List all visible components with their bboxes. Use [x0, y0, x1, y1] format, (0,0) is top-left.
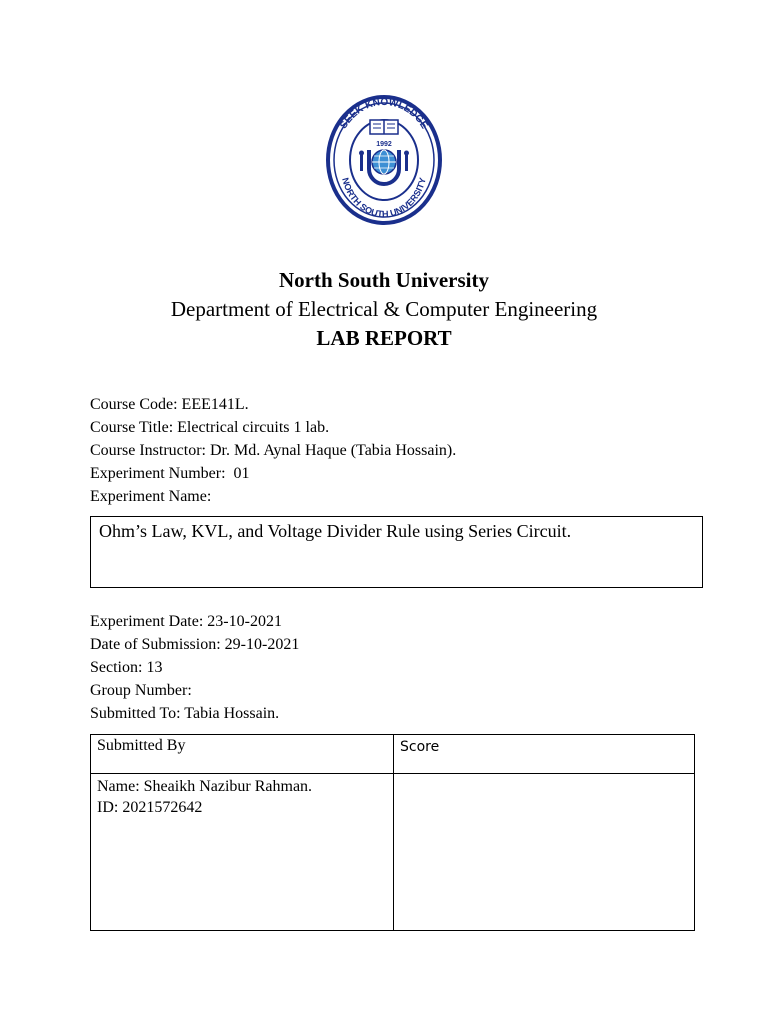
logo-top-text: SEEK KNOWLEDGE	[338, 96, 430, 131]
section: Section: 13	[90, 659, 163, 676]
student-cell	[91, 774, 394, 931]
submission-table	[90, 734, 695, 931]
course-title: Course Title: Electrical circuits 1 lab.	[90, 419, 330, 436]
experiment-name: Ohm’s Law, KVL, and Voltage Divider Rule using Series Circuit.	[99, 521, 572, 541]
department-name: Department of Electrical & Computer Engineering	[170, 297, 598, 321]
experiment-date: Experiment Date: 23-10-2021	[90, 613, 282, 630]
university-name: North South University	[278, 268, 489, 292]
group-number: Group Number:	[90, 682, 192, 699]
report-title: LAB REPORT	[316, 326, 452, 350]
course-info	[90, 393, 456, 508]
table-header-row	[91, 735, 695, 774]
score-cell	[394, 774, 695, 931]
experiment-name-box	[90, 516, 703, 588]
university-logo	[269, 95, 499, 225]
table-row	[91, 774, 695, 931]
course-instructor: Course Instructor: Dr. Md. Aynal Haque (Tabia Hossain).	[90, 442, 457, 459]
student-id: ID: 2021572642	[97, 799, 203, 816]
experiment-number: Experiment Number: 01	[90, 465, 250, 482]
submission-date: Date of Submission: 29-10-2021	[90, 636, 300, 653]
logo-bottom-text: NORTH SOUTH UNIVERSITY	[340, 176, 428, 220]
student-name: Name: Sheaikh Nazibur Rahman.	[97, 778, 313, 795]
experiment-name-label: Experiment Name:	[90, 488, 212, 505]
course-code: Course Code: EEE141L.	[90, 396, 249, 413]
score-header: Score	[394, 735, 695, 774]
submission-info	[90, 610, 299, 725]
submitted-by-header: Submitted By	[91, 735, 394, 774]
submitted-to: Submitted To: Tabia Hossain.	[90, 705, 280, 722]
logo-year: 1992	[376, 141, 392, 148]
